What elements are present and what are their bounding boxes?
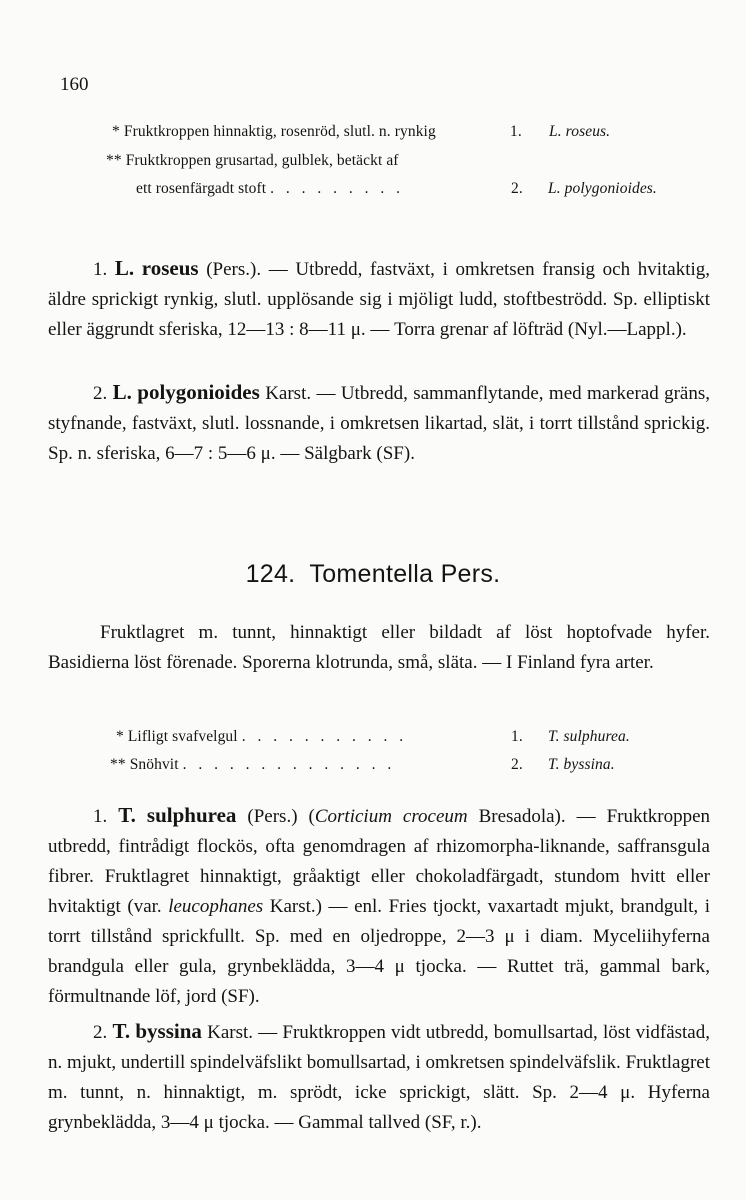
entry-author: Karst. xyxy=(265,383,312,404)
key2-line-2 xyxy=(110,756,696,774)
key-text: ett rosenfärgadt stoft xyxy=(136,180,267,197)
synonym-open: ( xyxy=(297,806,315,827)
entry-description: — Utbredd, sammanflytande, med markerad gräns, styfnande, fastväxt, slutl. lossnande, i omkretsen likartad, slät, i torrt tillstånd sprickig. Sp. n. sferiska, 6—7 : 5—6 μ. — Sälgbark (SF). xyxy=(48,383,711,464)
entry-species: sulphurea xyxy=(146,803,237,827)
entry-genus: L. xyxy=(114,256,135,280)
entry-l-roseus xyxy=(48,253,710,345)
entry-species: roseus xyxy=(141,256,199,280)
key-line-2 xyxy=(106,152,706,170)
entry-variety: leucophanes xyxy=(168,896,264,917)
key-marker: * xyxy=(112,123,120,140)
genus-heading xyxy=(0,560,746,589)
key-species: T. byssina. xyxy=(548,756,615,773)
genus-description xyxy=(48,618,710,678)
genus-heading-title: Tomentella Pers. xyxy=(309,560,501,588)
entry-genus: T. xyxy=(118,803,136,827)
entry-author: (Pers.). xyxy=(206,259,262,280)
key-species: L. roseus. xyxy=(549,123,611,140)
entry-number: 2. xyxy=(93,383,108,404)
key-number: 1. xyxy=(511,728,523,745)
entry-author: Karst. xyxy=(207,1022,254,1043)
key-marker: * xyxy=(116,728,124,745)
entry-genus: T. xyxy=(112,1019,131,1043)
key-text: Snöhvit xyxy=(129,756,179,773)
synonym-author: Bresadola). xyxy=(467,806,566,827)
key-leader-dots: . . . . . . . . . xyxy=(270,180,405,197)
genus-description-text: Fruktlagret m. tunnt, hinnaktigt eller bildadt af löst hoptofvade hyfer. Basidierna löst förenade. Sporerna klotrunda, små, släta. — I Finland fyra arter. xyxy=(48,622,710,673)
key-line-3 xyxy=(136,180,706,198)
entry-species: polygonioides xyxy=(137,380,260,404)
key-number: 1. xyxy=(510,123,522,140)
genus-heading-number: 124. xyxy=(245,560,296,588)
key-species: T. sulphurea. xyxy=(548,728,630,745)
entry-t-byssina xyxy=(48,1016,710,1138)
entry-species: byssina xyxy=(135,1019,202,1043)
key2-line-1 xyxy=(116,728,696,746)
entry-number: 1. xyxy=(93,259,108,280)
entry-description: — Fruktkroppen vidt utbredd, bomullsartad, löst vidfästad, n. mjukt, undertill spindelväfslikt bomullsartad, i omkretsen spindelväfslik. Fruktlagret m. tunnt, n. hinnaktigt, m. sprödt, icke sprickigt, slätt. Sp. 2—4 μ. Hyferna grynbeklädda, 3—4 μ tjocka. — Gammal tallved (SF, r.). xyxy=(48,1022,710,1133)
key-text: Fruktkroppen grusartad, gulblek, betäckt af xyxy=(125,152,399,169)
entry-description-part1: — Fruktkroppen utbredd, fintrådigt flockös, ofta genomdragen af rhizomorpha-liknande, saffransgula fibrer. Fruktlagret hinnaktigt, gråaktigt eller chokoladfärgadt, stundom hvitt eller hvitaktigt (var. xyxy=(48,806,711,917)
entry-t-sulphurea xyxy=(48,800,710,1012)
key-leader-dots: . . . . . . . . . . . . . . xyxy=(182,756,396,773)
page-number: 160 xyxy=(60,74,89,95)
entry-description: — Utbredd, fastväxt, i omkretsen fransig och hvitaktig, äldre sprickigt rynkig, slutl. upplösande sig i mjöligt ludd, stoftbeströdd. Sp. elliptiskt eller äggrundt sferiska, 12—13 : 8—11 μ. — Torra grenar af löfträd (Nyl.—Lappl.). xyxy=(48,259,711,340)
key-marker: ** xyxy=(110,756,126,773)
entry-genus: L. xyxy=(112,380,132,404)
entry-synonym: Corticium croceum xyxy=(314,806,468,827)
entry-l-polygonioides xyxy=(48,377,710,469)
entry-number: 2. xyxy=(93,1022,108,1043)
entry-author: (Pers.) xyxy=(247,806,298,827)
key-text: Lifligt svafvelgul xyxy=(127,728,238,745)
entry-number: 1. xyxy=(93,806,108,827)
key-number: 2. xyxy=(511,756,523,773)
key-number: 2. xyxy=(511,180,523,197)
entry-description-part2: Karst.) — enl. Fries tjockt, vaxartadt mjukt, brandgult, i torrt tillstånd sprickfullt. Sp. med en oljedroppe, 2—3 μ i diam. Myceliihyferna brandgula eller gula, grynbeklädda, 3—4 μ tjocka. — Ruttet trä, gammal bark, förmultnande löf, jord (SF). xyxy=(48,896,710,1007)
key-marker: ** xyxy=(106,152,122,169)
key-species: L. polygonioides. xyxy=(548,180,657,197)
key-line-1 xyxy=(112,123,712,141)
key-leader-dots: . . . . . . . . . . . xyxy=(241,728,408,745)
key-text: Fruktkroppen hinnaktig, rosenröd, slutl. n. rynkig xyxy=(123,123,436,140)
